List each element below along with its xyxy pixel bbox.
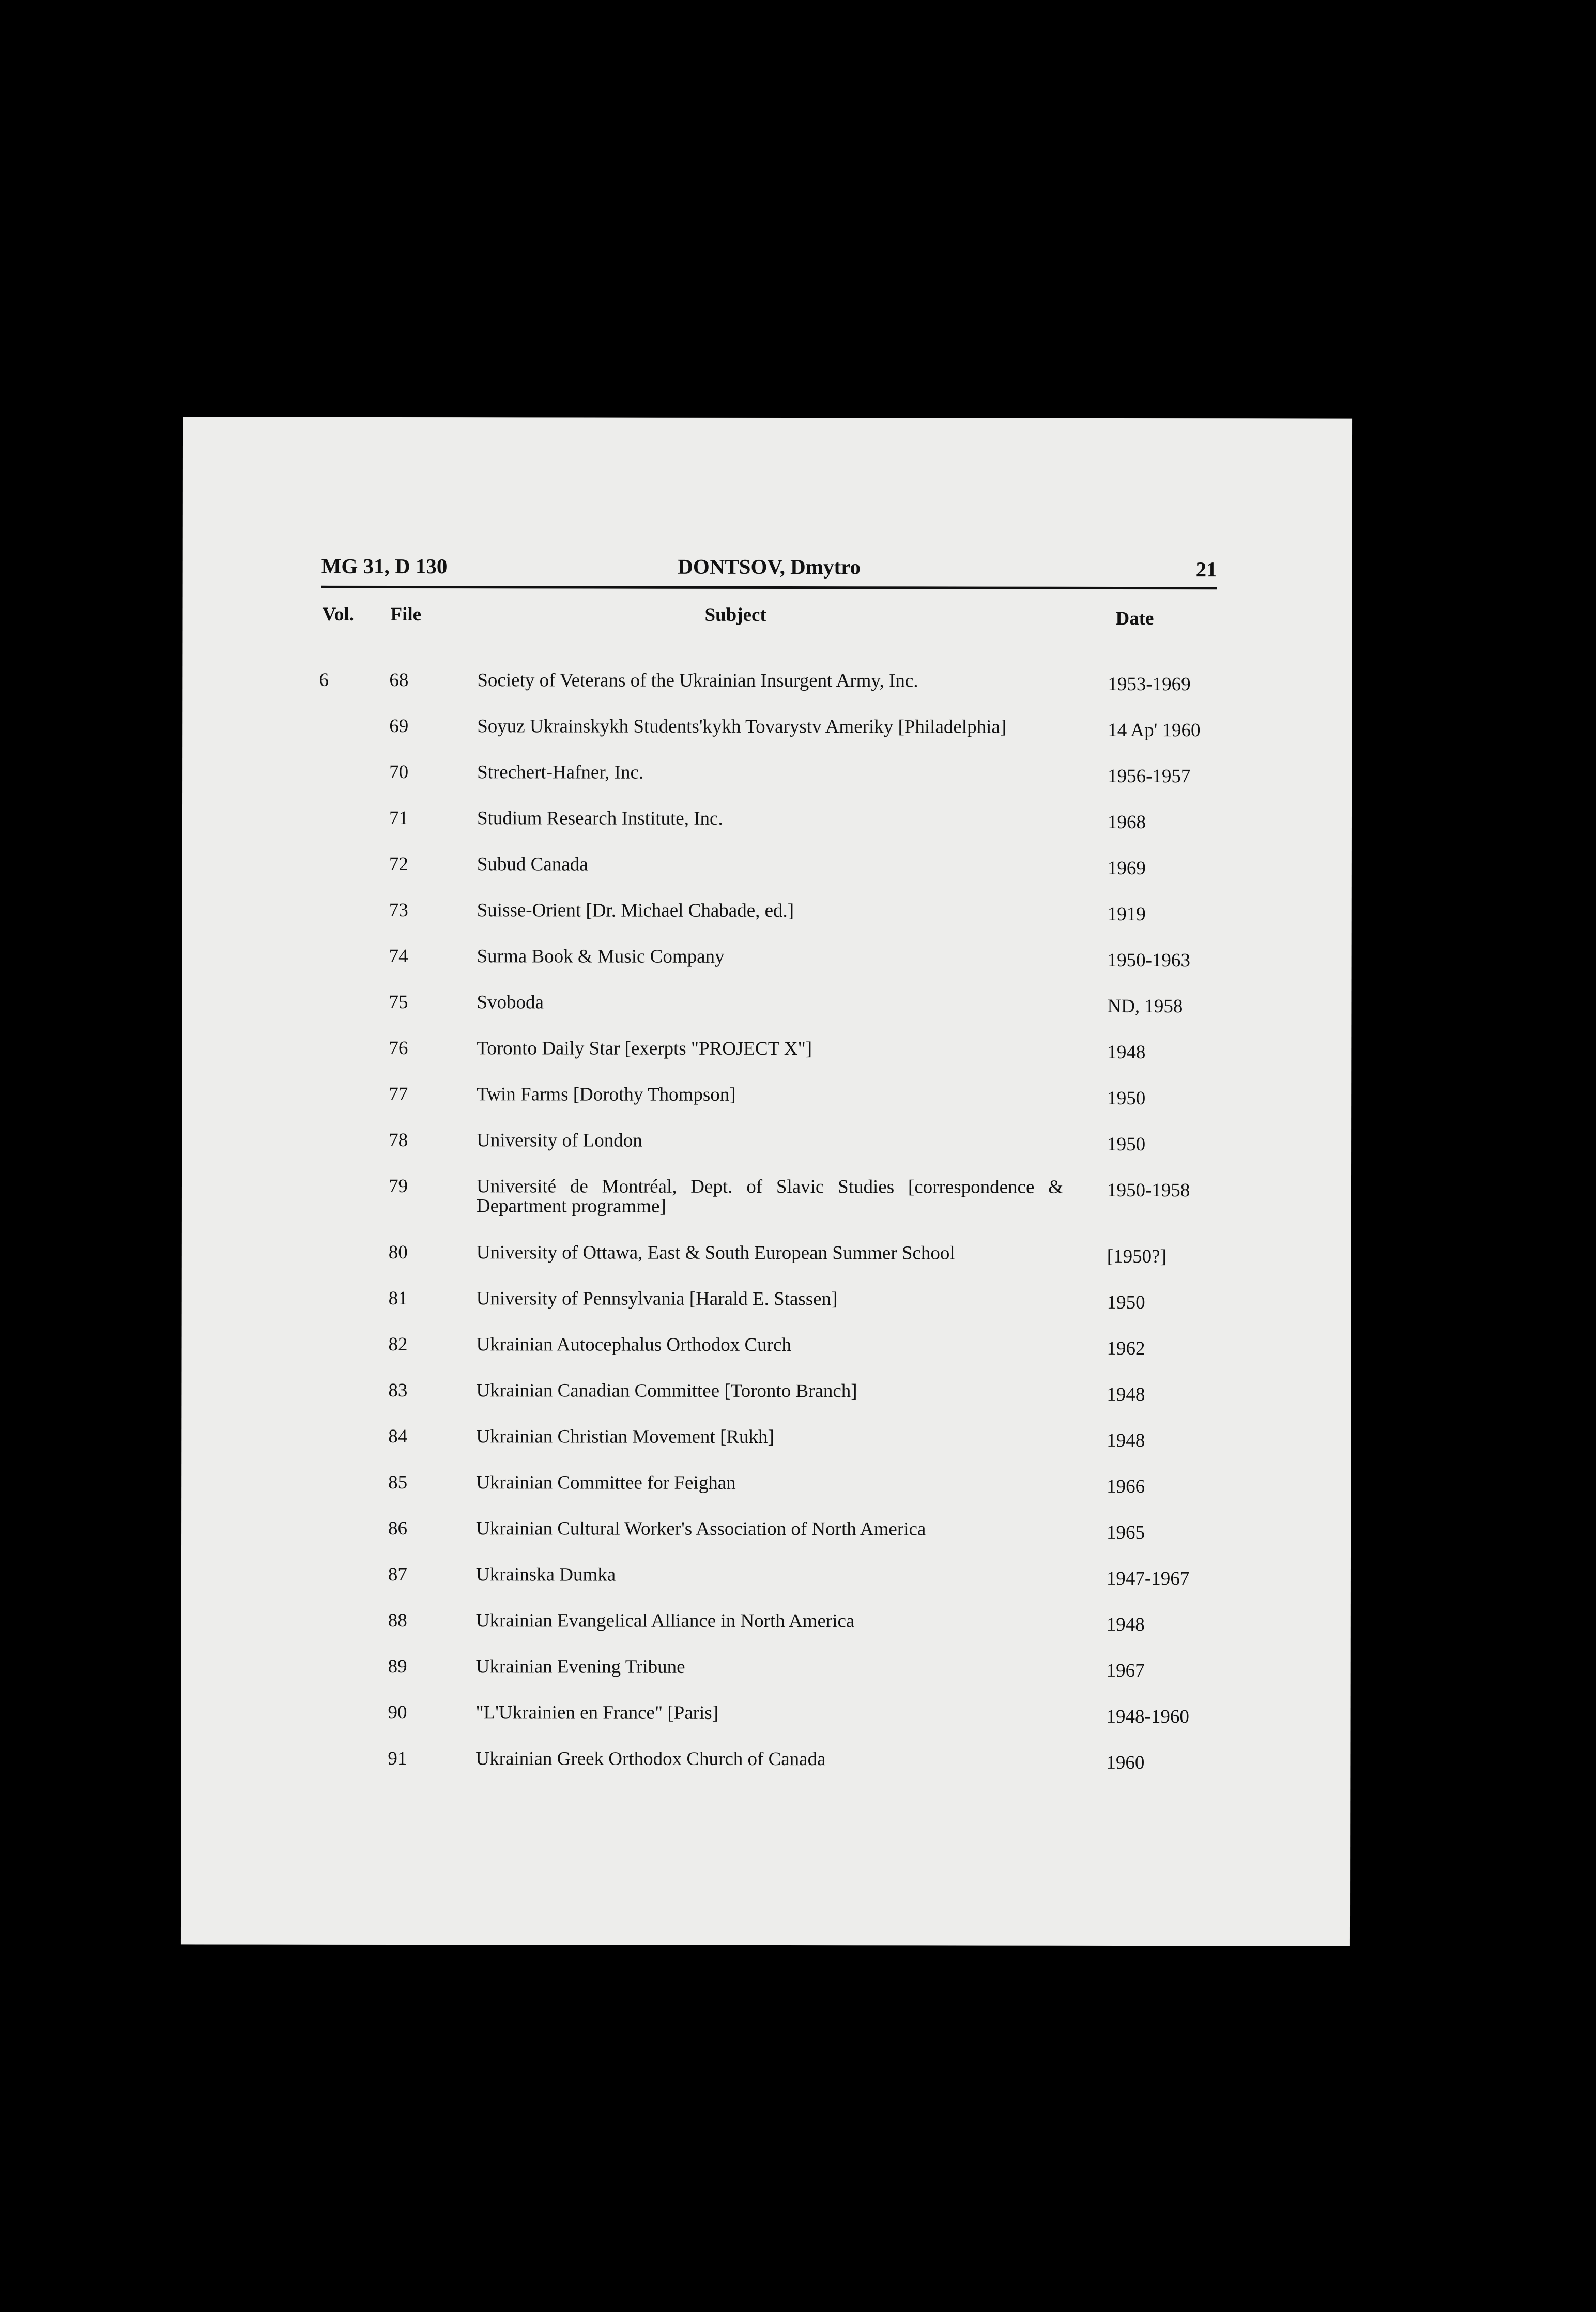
entry-subject: Studium Research Institute, Inc. bbox=[477, 808, 723, 829]
list-item bbox=[181, 1701, 1351, 1728]
list-item bbox=[182, 853, 1352, 879]
entry-date: 1966 bbox=[1107, 1476, 1145, 1498]
entry-file: 87 bbox=[388, 1563, 407, 1586]
entry-date: 1953-1969 bbox=[1108, 673, 1191, 695]
list-item bbox=[182, 761, 1352, 787]
list-item bbox=[181, 1471, 1351, 1498]
entry-file: 85 bbox=[388, 1471, 408, 1494]
entry-file: 70 bbox=[389, 761, 409, 783]
entry-date: 1948 bbox=[1107, 1041, 1146, 1063]
entry-file: 68 bbox=[389, 669, 409, 691]
entry-subject: Ukrainian Greek Orthodox Church of Canada bbox=[475, 1748, 826, 1770]
entry-subject: Ukrainian Canadian Committee [Toronto Branch] bbox=[476, 1380, 857, 1402]
entry-file: 82 bbox=[388, 1333, 408, 1356]
list-item bbox=[182, 1287, 1351, 1314]
entry-date: 1967 bbox=[1106, 1660, 1145, 1682]
entry-date: 1919 bbox=[1107, 903, 1146, 925]
entry-date: [1950?] bbox=[1107, 1245, 1167, 1268]
list-item bbox=[181, 1609, 1351, 1636]
entry-file: 72 bbox=[389, 853, 408, 875]
entry-subject: Ukrainian Committee for Feighan bbox=[476, 1472, 736, 1494]
list-item bbox=[182, 715, 1352, 741]
entry-file: 77 bbox=[389, 1083, 408, 1105]
entry-date: 1948 bbox=[1107, 1429, 1145, 1452]
entry-file: 74 bbox=[389, 945, 408, 967]
entry-file: 81 bbox=[388, 1287, 408, 1310]
entry-file: 84 bbox=[388, 1425, 408, 1448]
list-item bbox=[182, 899, 1352, 925]
entry-subject: Society of Veterans of the Ukrainian Insurgent Army, Inc. bbox=[477, 670, 918, 692]
entry-file: 76 bbox=[389, 1037, 408, 1059]
entry-subject: Twin Farms [Dorothy Thompson] bbox=[477, 1084, 736, 1105]
list-item bbox=[181, 1563, 1351, 1590]
list-item bbox=[182, 1241, 1351, 1268]
entry-subject: Suisse-Orient [Dr. Michael Chabade, ed.] bbox=[477, 900, 794, 922]
entry-subject: Surma Book & Music Company bbox=[477, 946, 725, 967]
entry-date: 1960 bbox=[1106, 1752, 1145, 1774]
entry-date: ND, 1958 bbox=[1107, 995, 1183, 1017]
list-item bbox=[182, 1037, 1351, 1063]
entry-file: 88 bbox=[388, 1609, 407, 1632]
fonds-reference: MG 31, D 130 bbox=[321, 554, 448, 579]
column-header-date: Date bbox=[1115, 607, 1154, 630]
entry-file: 79 bbox=[388, 1175, 408, 1197]
entry-file: 75 bbox=[389, 991, 408, 1013]
entry-subject: University of London bbox=[477, 1130, 642, 1151]
entry-subject: Ukrainian Christian Movement [Rukh] bbox=[476, 1426, 774, 1448]
entry-subject: University of Ottawa, East & South European Summer School bbox=[476, 1242, 955, 1264]
entry-file: 90 bbox=[388, 1701, 407, 1724]
list-item bbox=[181, 1517, 1351, 1544]
page-title: DONTSOV, Dmytro bbox=[678, 554, 861, 579]
entry-date: 1948 bbox=[1107, 1383, 1145, 1406]
entry-date: 1956-1957 bbox=[1108, 765, 1191, 787]
entry-date: 1950-1958 bbox=[1107, 1179, 1190, 1201]
entry-date: 1968 bbox=[1107, 811, 1146, 833]
entry-subject: Toronto Daily Star [exerpts "PROJECT X"] bbox=[477, 1038, 812, 1060]
entry-subject: Strechert-Hafner, Inc. bbox=[477, 762, 644, 783]
entry-file: 73 bbox=[389, 899, 408, 921]
entry-subject: Ukrainian Autocephalus Orthodox Curch bbox=[476, 1334, 791, 1356]
list-item bbox=[182, 1175, 1351, 1217]
list-item bbox=[181, 1379, 1351, 1406]
column-header-file: File bbox=[390, 603, 422, 626]
entry-subject: "L'Ukrainien en France" [Paris] bbox=[475, 1702, 718, 1724]
column-header-subject: Subject bbox=[704, 604, 766, 626]
entry-subject: University of Pennsylvania [Harald E. Stassen] bbox=[476, 1288, 838, 1310]
list-item bbox=[182, 945, 1352, 971]
entry-date: 1948-1960 bbox=[1106, 1706, 1189, 1728]
entry-subject: Université de Montréal, Dept. of Slavic Studies [correspondence & Department programme] bbox=[476, 1176, 1064, 1217]
entries-list bbox=[181, 417, 1352, 1946]
entry-subject: Soyuz Ukrainskykh Students'kykh Tovarystv Ameriky [Philadelphia] bbox=[477, 716, 1007, 738]
list-item bbox=[182, 669, 1352, 695]
entry-date: 1950 bbox=[1107, 1291, 1145, 1314]
entry-vol: 6 bbox=[319, 669, 329, 691]
entry-file: 78 bbox=[389, 1129, 408, 1151]
entry-date: 1947-1967 bbox=[1106, 1568, 1190, 1590]
document-page bbox=[181, 417, 1352, 1946]
entry-date: 1969 bbox=[1107, 857, 1146, 879]
entry-file: 69 bbox=[389, 715, 409, 737]
list-item bbox=[181, 1655, 1351, 1682]
entry-subject: Subud Canada bbox=[477, 854, 588, 875]
entry-date: 1950 bbox=[1107, 1087, 1146, 1109]
list-item bbox=[181, 1747, 1350, 1774]
entry-file: 91 bbox=[388, 1747, 407, 1770]
entry-date: 14 Ap' 1960 bbox=[1108, 719, 1201, 741]
list-item bbox=[182, 807, 1352, 833]
list-item bbox=[181, 1425, 1351, 1452]
entry-date: 1950 bbox=[1107, 1133, 1146, 1155]
entry-file: 86 bbox=[388, 1517, 408, 1540]
list-item bbox=[182, 1083, 1351, 1109]
entry-file: 71 bbox=[389, 807, 409, 829]
entry-date: 1950-1963 bbox=[1107, 949, 1190, 971]
entry-file: 80 bbox=[388, 1241, 408, 1264]
entry-subject: Ukrainian Cultural Worker's Association of North America bbox=[476, 1518, 926, 1540]
column-header-vol: Vol. bbox=[322, 603, 354, 625]
entry-file: 89 bbox=[388, 1655, 407, 1678]
entry-date: 1948 bbox=[1106, 1614, 1145, 1636]
entry-file: 83 bbox=[388, 1379, 408, 1402]
entry-subject: Ukrainian Evening Tribune bbox=[475, 1656, 685, 1678]
entry-subject: Ukrainska Dumka bbox=[475, 1564, 616, 1586]
entry-date: 1962 bbox=[1107, 1337, 1145, 1360]
list-item bbox=[182, 1129, 1351, 1155]
list-item bbox=[182, 991, 1352, 1017]
entry-date: 1965 bbox=[1107, 1522, 1145, 1544]
entry-subject: Svoboda bbox=[477, 992, 544, 1013]
list-item bbox=[182, 1333, 1351, 1360]
entry-subject: Ukrainian Evangelical Alliance in North America bbox=[475, 1610, 855, 1632]
page-number: 21 bbox=[1195, 557, 1217, 582]
